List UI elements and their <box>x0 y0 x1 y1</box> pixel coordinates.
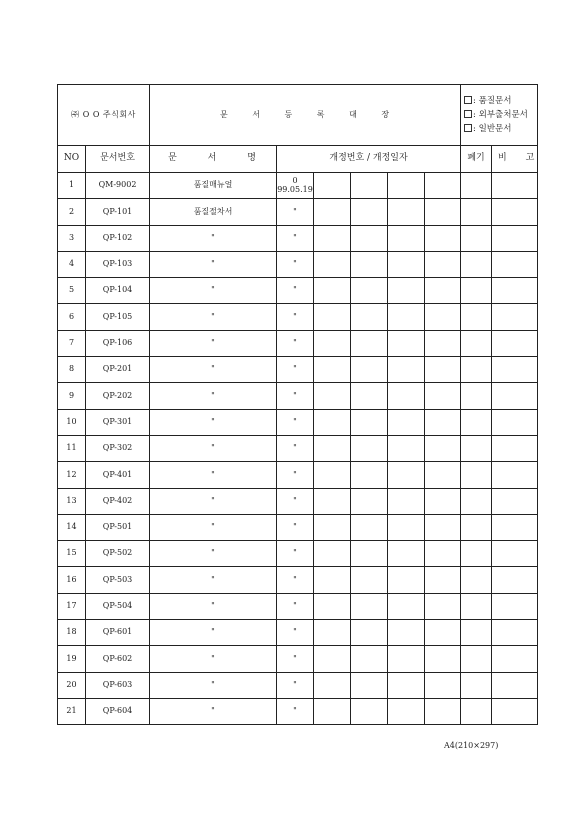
row-revision-1 <box>277 278 314 304</box>
row-doc-no: QP-501 <box>86 514 150 540</box>
table-row <box>58 698 538 724</box>
row-doc-no: QP-601 <box>86 620 150 646</box>
revision-number: " <box>293 443 297 453</box>
row-revision-5 <box>425 462 461 488</box>
table-row <box>58 199 538 225</box>
row-revision-2 <box>314 698 351 724</box>
row-doc-no: QP-202 <box>86 383 150 409</box>
row-revision-4 <box>388 278 425 304</box>
revision-number: " <box>293 706 297 716</box>
row-revision-1 <box>277 698 314 724</box>
row-doc-name: " <box>150 278 277 304</box>
row-doc-name: " <box>150 330 277 356</box>
row-doc-name: " <box>150 593 277 619</box>
table-row <box>58 514 538 540</box>
row-revision-3 <box>351 330 388 356</box>
revision-number: " <box>293 601 297 610</box>
row-doc-no: QP-301 <box>86 409 150 435</box>
type-external: : 외부출처문서 <box>464 108 537 122</box>
table-row <box>58 357 538 383</box>
row-revision-4 <box>388 620 425 646</box>
row-revision-3 <box>351 672 388 698</box>
row-disposal <box>461 646 492 672</box>
revision-number: 0 <box>292 175 298 185</box>
row-revision-4 <box>388 593 425 619</box>
revision-number: " <box>293 653 297 663</box>
row-revision-5 <box>425 593 461 619</box>
row-disposal <box>461 698 492 724</box>
row-revision-3 <box>351 304 388 330</box>
row-revision-1 <box>277 435 314 461</box>
row-revision-1 <box>277 567 314 593</box>
row-revision-5 <box>425 199 461 225</box>
row-disposal <box>461 462 492 488</box>
row-doc-name: " <box>150 357 277 383</box>
table-row <box>58 409 538 435</box>
revision-number: " <box>293 627 297 637</box>
revision-number: " <box>293 469 297 479</box>
row-remarks <box>492 278 538 304</box>
row-revision-4 <box>388 514 425 540</box>
row-revision-3 <box>351 383 388 409</box>
row-doc-no: QP-604 <box>86 698 150 724</box>
row-revision-2 <box>314 330 351 356</box>
row-disposal <box>461 620 492 646</box>
row-revision-5 <box>425 620 461 646</box>
row-revision-3 <box>351 698 388 724</box>
row-remarks <box>492 488 538 514</box>
revision-number: " <box>293 679 297 689</box>
row-revision-1 <box>277 646 314 672</box>
row-revision-5 <box>425 567 461 593</box>
row-remarks <box>492 225 538 251</box>
row-revision-3 <box>351 251 388 277</box>
revision-date: 99.05.19 <box>277 184 313 194</box>
row-doc-name: " <box>150 304 277 330</box>
table-row <box>58 435 538 461</box>
company-name: ㈜ O O 주식회사 <box>58 85 150 146</box>
row-doc-no: QP-106 <box>86 330 150 356</box>
revision-number: " <box>293 232 297 242</box>
row-revision-3 <box>351 435 388 461</box>
row-revision-3 <box>351 173 388 199</box>
row-no: 16 <box>58 567 86 593</box>
row-disposal <box>461 357 492 383</box>
row-revision-4 <box>388 462 425 488</box>
row-revision-1 <box>277 672 314 698</box>
row-revision-2 <box>314 199 351 225</box>
row-doc-name: " <box>150 541 277 567</box>
row-remarks <box>492 409 538 435</box>
row-doc-no: QP-101 <box>86 199 150 225</box>
table-row <box>58 488 538 514</box>
table-row <box>58 173 538 199</box>
revision-number: " <box>293 495 297 505</box>
row-revision-5 <box>425 698 461 724</box>
revision-number: " <box>293 259 297 269</box>
row-revision-2 <box>314 672 351 698</box>
row-revision-1 <box>277 199 314 225</box>
row-disposal <box>461 199 492 225</box>
checkbox-icon <box>464 96 472 104</box>
row-revision-5 <box>425 383 461 409</box>
row-doc-no: QP-603 <box>86 672 150 698</box>
table-row <box>58 646 538 672</box>
row-disposal <box>461 672 492 698</box>
row-revision-2 <box>314 409 351 435</box>
row-revision-3 <box>351 593 388 619</box>
row-no: 21 <box>58 698 86 724</box>
row-no: 18 <box>58 620 86 646</box>
row-revision-3 <box>351 620 388 646</box>
row-revision-4 <box>388 383 425 409</box>
row-doc-no: QP-102 <box>86 225 150 251</box>
row-doc-name: " <box>150 383 277 409</box>
row-disposal <box>461 251 492 277</box>
row-remarks <box>492 672 538 698</box>
row-revision-4 <box>388 304 425 330</box>
row-revision-1 <box>277 330 314 356</box>
row-revision-2 <box>314 251 351 277</box>
row-disposal <box>461 278 492 304</box>
row-revision-2 <box>314 304 351 330</box>
row-doc-no: QP-401 <box>86 462 150 488</box>
row-revision-4 <box>388 567 425 593</box>
row-revision-5 <box>425 225 461 251</box>
row-no: 3 <box>58 225 86 251</box>
row-revision-2 <box>314 278 351 304</box>
document-register-table <box>57 84 543 725</box>
row-revision-4 <box>388 173 425 199</box>
row-revision-1 <box>277 462 314 488</box>
row-no: 4 <box>58 251 86 277</box>
revision-number: " <box>293 338 297 348</box>
row-revision-3 <box>351 567 388 593</box>
row-no: 5 <box>58 278 86 304</box>
row-doc-name: " <box>150 462 277 488</box>
col-revision: 개정번호 / 개정일자 <box>277 146 461 173</box>
row-revision-2 <box>314 383 351 409</box>
row-doc-name: " <box>150 514 277 540</box>
row-no: 6 <box>58 304 86 330</box>
row-revision-3 <box>351 488 388 514</box>
row-revision-5 <box>425 541 461 567</box>
row-remarks <box>492 251 538 277</box>
row-revision-2 <box>314 173 351 199</box>
row-revision-3 <box>351 409 388 435</box>
row-revision-4 <box>388 488 425 514</box>
row-revision-3 <box>351 646 388 672</box>
row-doc-no: QP-503 <box>86 567 150 593</box>
row-no: 10 <box>58 409 86 435</box>
checkbox-icon <box>464 110 472 118</box>
col-disposal: 폐기 <box>461 146 492 173</box>
row-revision-3 <box>351 278 388 304</box>
row-disposal <box>461 304 492 330</box>
row-revision-1 <box>277 488 314 514</box>
row-revision-5 <box>425 304 461 330</box>
row-revision-1 <box>277 514 314 540</box>
row-revision-2 <box>314 646 351 672</box>
row-disposal <box>461 593 492 619</box>
row-doc-name: " <box>150 488 277 514</box>
row-remarks <box>492 357 538 383</box>
row-remarks <box>492 646 538 672</box>
row-revision-4 <box>388 435 425 461</box>
row-revision-1 <box>277 620 314 646</box>
row-disposal <box>461 435 492 461</box>
row-remarks <box>492 462 538 488</box>
col-remarks: 비 고 <box>492 146 538 173</box>
row-remarks <box>492 330 538 356</box>
revision-number: " <box>293 548 297 558</box>
row-remarks <box>492 435 538 461</box>
col-no: NO <box>58 146 86 173</box>
row-revision-2 <box>314 541 351 567</box>
revision-number: " <box>293 390 297 400</box>
row-disposal <box>461 383 492 409</box>
row-no: 20 <box>58 672 86 698</box>
row-no: 14 <box>58 514 86 540</box>
row-no: 1 <box>58 173 86 199</box>
row-disposal <box>461 514 492 540</box>
row-doc-name: " <box>150 698 277 724</box>
row-disposal <box>461 330 492 356</box>
row-revision-2 <box>314 593 351 619</box>
row-revision-3 <box>351 514 388 540</box>
row-revision-4 <box>388 199 425 225</box>
revision-number: " <box>293 311 297 321</box>
row-revision-4 <box>388 672 425 698</box>
table-row <box>58 304 538 330</box>
row-doc-name: " <box>150 409 277 435</box>
row-revision-1 <box>277 383 314 409</box>
row-revision-5 <box>425 435 461 461</box>
row-doc-no: QP-104 <box>86 278 150 304</box>
row-no: 12 <box>58 462 86 488</box>
row-revision-4 <box>388 646 425 672</box>
table-row <box>58 672 538 698</box>
type-general: : 일반문서 <box>464 122 537 136</box>
row-no: 7 <box>58 330 86 356</box>
row-no: 2 <box>58 199 86 225</box>
table-row <box>58 567 538 593</box>
table-row <box>58 383 538 409</box>
row-revision-4 <box>388 251 425 277</box>
row-doc-name: " <box>150 435 277 461</box>
row-disposal <box>461 541 492 567</box>
row-doc-name: 품질매뉴얼 <box>150 173 277 199</box>
paper-size-label: A4(210×297) <box>444 741 499 750</box>
row-revision-5 <box>425 173 461 199</box>
table-row <box>58 330 538 356</box>
row-revision-2 <box>314 488 351 514</box>
row-revision-5 <box>425 514 461 540</box>
row-revision-2 <box>314 567 351 593</box>
row-doc-no: QP-402 <box>86 488 150 514</box>
table-row <box>58 251 538 277</box>
row-no: 8 <box>58 357 86 383</box>
row-remarks <box>492 173 538 199</box>
revision-number: " <box>293 206 297 216</box>
type-quality: : 품질문서 <box>464 94 537 108</box>
row-revision-1 <box>277 304 314 330</box>
row-revision-2 <box>314 225 351 251</box>
row-revision-1 <box>277 541 314 567</box>
row-revision-2 <box>314 435 351 461</box>
row-revision-1 <box>277 357 314 383</box>
row-remarks <box>492 199 538 225</box>
table-row <box>58 620 538 646</box>
row-revision-3 <box>351 462 388 488</box>
row-doc-name: " <box>150 646 277 672</box>
row-disposal <box>461 173 492 199</box>
row-remarks <box>492 304 538 330</box>
checkbox-icon <box>464 124 472 132</box>
row-no: 13 <box>58 488 86 514</box>
document-type-legend <box>461 85 538 146</box>
row-doc-name: " <box>150 672 277 698</box>
row-disposal <box>461 225 492 251</box>
row-no: 11 <box>58 435 86 461</box>
row-revision-5 <box>425 646 461 672</box>
row-remarks <box>492 698 538 724</box>
row-revision-1 <box>277 251 314 277</box>
table-row <box>58 593 538 619</box>
row-doc-no: QP-103 <box>86 251 150 277</box>
row-remarks <box>492 593 538 619</box>
row-revision-4 <box>388 225 425 251</box>
row-doc-no: QM-9002 <box>86 173 150 199</box>
row-revision-3 <box>351 357 388 383</box>
page-title: 문 서 등 록 대 장 <box>150 85 461 146</box>
col-doc-no: 문서번호 <box>86 146 150 173</box>
row-remarks <box>492 383 538 409</box>
row-doc-name: " <box>150 567 277 593</box>
table-row <box>58 541 538 567</box>
row-disposal <box>461 567 492 593</box>
row-revision-4 <box>388 330 425 356</box>
header-row <box>58 85 538 146</box>
row-revision-5 <box>425 330 461 356</box>
row-revision-5 <box>425 409 461 435</box>
row-revision-2 <box>314 514 351 540</box>
row-remarks <box>492 541 538 567</box>
revision-number: " <box>293 522 297 532</box>
revision-number: " <box>293 574 297 584</box>
row-doc-name: 품질절차서 <box>150 199 277 225</box>
row-revision-4 <box>388 409 425 435</box>
row-revision-4 <box>388 357 425 383</box>
revision-number: " <box>293 416 297 426</box>
row-revision-4 <box>388 698 425 724</box>
revision-number: " <box>293 364 297 374</box>
row-remarks <box>492 514 538 540</box>
row-revision-2 <box>314 620 351 646</box>
table-row <box>58 225 538 251</box>
row-revision-1 <box>277 593 314 619</box>
row-no: 19 <box>58 646 86 672</box>
row-revision-2 <box>314 357 351 383</box>
row-doc-no: QP-504 <box>86 593 150 619</box>
row-revision-3 <box>351 199 388 225</box>
row-revision-5 <box>425 488 461 514</box>
row-doc-name: " <box>150 251 277 277</box>
row-doc-name: " <box>150 620 277 646</box>
row-revision-1 <box>277 409 314 435</box>
row-revision-5 <box>425 357 461 383</box>
row-remarks <box>492 567 538 593</box>
row-no: 15 <box>58 541 86 567</box>
row-revision-3 <box>351 225 388 251</box>
revision-number: " <box>293 285 297 295</box>
row-revision-4 <box>388 541 425 567</box>
column-header-row <box>58 146 538 173</box>
row-revision-3 <box>351 541 388 567</box>
row-doc-name: " <box>150 225 277 251</box>
row-doc-no: QP-302 <box>86 435 150 461</box>
row-disposal <box>461 409 492 435</box>
row-revision-5 <box>425 278 461 304</box>
row-remarks <box>492 620 538 646</box>
row-revision-2 <box>314 462 351 488</box>
row-no: 17 <box>58 593 86 619</box>
col-doc-name: 문 서 명 <box>150 146 277 173</box>
row-revision-1 <box>277 173 314 199</box>
row-no: 9 <box>58 383 86 409</box>
row-revision-1 <box>277 225 314 251</box>
row-revision-5 <box>425 672 461 698</box>
row-doc-no: QP-105 <box>86 304 150 330</box>
row-doc-no: QP-602 <box>86 646 150 672</box>
row-disposal <box>461 488 492 514</box>
row-revision-5 <box>425 251 461 277</box>
table-row <box>58 462 538 488</box>
row-doc-no: QP-201 <box>86 357 150 383</box>
row-doc-no: QP-502 <box>86 541 150 567</box>
table-row <box>58 278 538 304</box>
